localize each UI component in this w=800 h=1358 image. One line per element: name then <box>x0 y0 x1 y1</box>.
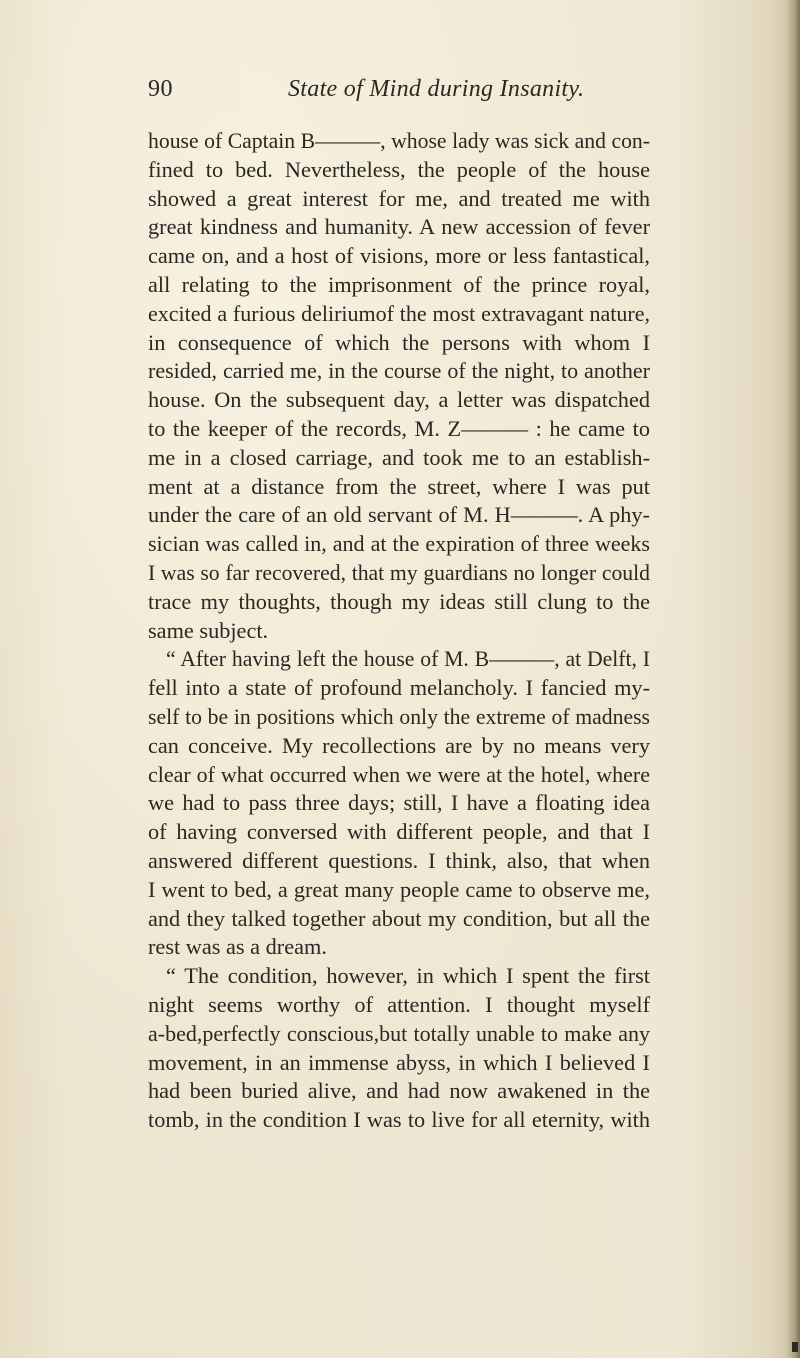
text-line: “ After having left the house of M. B———, at Delft, I <box>166 647 650 672</box>
text-line: all relating to the imprisonment of the prince royal, <box>148 271 650 297</box>
text-line: excited a furious deliriumof the most extravagant nature, <box>148 300 650 326</box>
text-line: can conceive. My recollections are by no means very <box>148 732 650 758</box>
text-line: clear of what occurred when we were at the hotel, where <box>148 761 650 787</box>
text-line: tomb, in the condition I was to live for all eternity, with <box>148 1107 650 1133</box>
text-line: ment at a distance from the street, where I was put <box>148 473 650 499</box>
text-line: I was so far recovered, that my guardians no longer could <box>148 560 650 585</box>
text-line: “ The condition, however, in which I spent the first <box>166 963 650 989</box>
text-line: night seems worthy of attention. I thought myself <box>148 991 650 1017</box>
text-line: to the keeper of the records, M. Z——— : he came to <box>148 415 650 441</box>
page-edge-shadow <box>786 0 800 1358</box>
running-head: State of Mind during Insanity. <box>288 76 585 102</box>
text-line: same subject. <box>148 617 269 643</box>
text-line: rest was as a dream. <box>148 934 327 960</box>
text-line: came on, and a host of visions, more or less fantastical, <box>148 243 650 269</box>
text-line: showed a great interest for me, and treated me with <box>148 185 650 211</box>
text-line: movement, in an immense abyss, in which I believed I <box>148 1049 650 1075</box>
text-line: and they talked together about my condition, but all the <box>148 905 650 931</box>
text-line: a-bed,perfectly conscious,but totally unable to make any <box>148 1020 650 1046</box>
text-line: house. On the subsequent day, a letter was dispatched <box>148 387 650 413</box>
page-header <box>148 76 668 116</box>
text-line: resided, carried me, in the course of the night, to another <box>148 358 650 384</box>
page-number: 90 <box>148 76 173 102</box>
text-line: great kindness and humanity. A new accession of fever <box>148 214 650 240</box>
text-line: of having conversed with different people, and that I <box>148 819 650 845</box>
text-line: trace my thoughts, though my ideas still clung to the <box>148 588 650 614</box>
text-line: answered different questions. I think, also, that when <box>148 847 650 873</box>
text-line: me in a closed carriage, and took me to an establish- <box>148 444 650 470</box>
corner-mark <box>792 1342 798 1352</box>
text-line: had been buried alive, and had now awakened in the <box>148 1078 650 1104</box>
body-text <box>148 127 650 1135</box>
text-line: house of Captain B———, whose lady was sick and con- <box>148 129 650 153</box>
text-line: sician was called in, and at the expiration of three weeks <box>148 531 650 557</box>
text-line: fined to bed. Nevertheless, the people of the house <box>148 156 650 182</box>
text-line: under the care of an old servant of M. H———. A phy- <box>148 502 650 528</box>
text-line: we had to pass three days; still, I have a floating idea <box>148 790 650 816</box>
text-line: in consequence of which the persons with whom I <box>148 329 650 355</box>
text-line: I went to bed, a great many people came to observe me, <box>148 876 650 902</box>
text-line: self to be in positions which only the extreme of madness <box>148 704 650 729</box>
text-line: fell into a state of profound melancholy. I fancied my- <box>148 675 650 701</box>
